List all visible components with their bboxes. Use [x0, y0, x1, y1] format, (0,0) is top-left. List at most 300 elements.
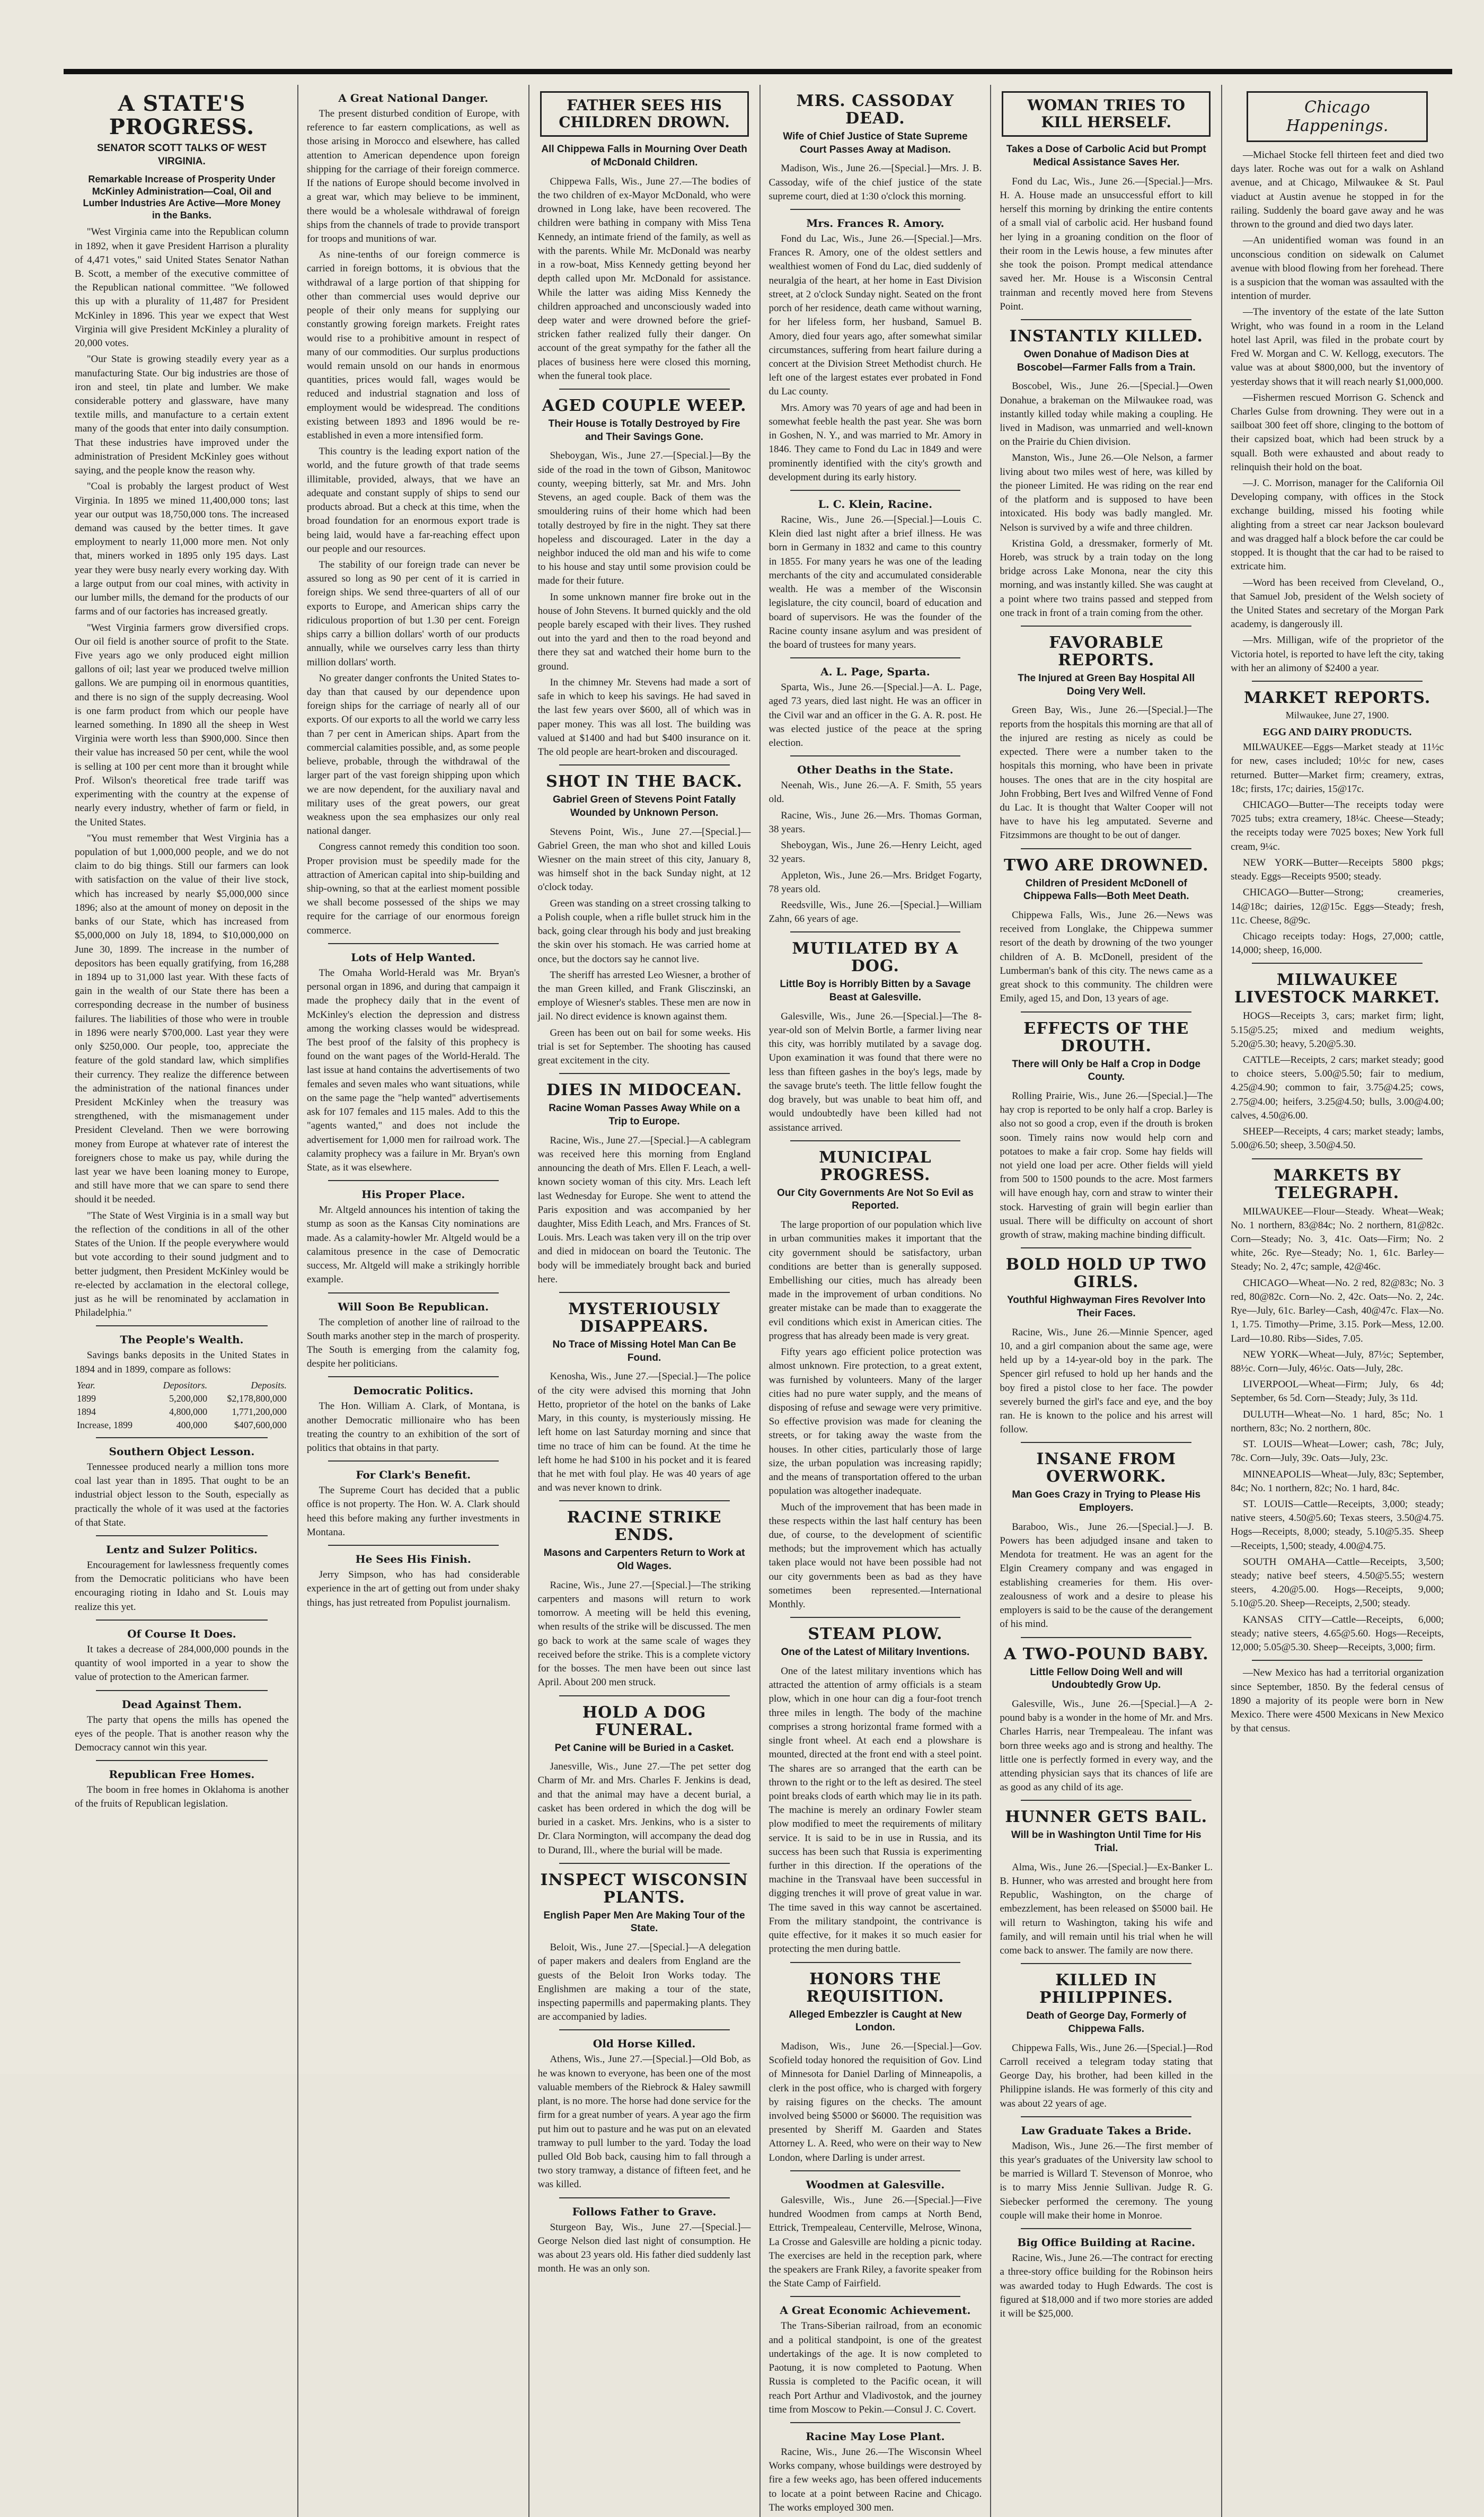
- article-divider: [559, 389, 730, 390]
- paragraph: The Omaha World-Herald was Mr. Bryan's personal organ in 1896, and during that campaign it made the prophecy daily that in the event of McKinley's election the depression and distress among the working classes would be widespread. The best proof of the falsity of this prophecy is found on the want pages of the World-Herald. The last issue at hand contains the advertisements of two females and seven males who want situations, while on the same page the "help wanted" advertisements ask for 107 females and 115 males. Add to this the "agents wanted," and does not include the advertisement for 1,000 men for railroad work. The calamity prophecy was a failure in Mr. Bryan's own State, as it was elsewhere.: [306, 967, 520, 1173]
- paragraph: Chippewa Falls, Wis., June 27.—The bodies of the two children of ex-Mayor McDonald, who were drowned in Long lake, have been recovered. The children were bathing in company with Miss Tena Kennedy, an intimate friend of the family, as well as with the parents. While Mr. McDonald was nearby in a row-boat, Miss Kennedy getting beyond her depth called upon Mr. McDonald for assistance. While the latter was aiding Miss Kennedy the children approached and unconsciously waded into deep water and were drowned before the grief-stricken father realized fully their danger. On account of the great sympathy for the father all the places of business here were closed this morning, when the funeral took place.: [537, 175, 751, 382]
- article: [1231, 1660, 1444, 1736]
- article-deck: One of the Latest of Military Inventions.: [781, 1647, 970, 1658]
- article: [538, 1863, 751, 2025]
- article-divider: [559, 1695, 730, 1696]
- paragraph: Racine, Wis., June 27.—[Special.]—A cablegram was received here this morning from England announcing the death of Mrs. Ellen F. Leach, a well-known society woman of this city. Mrs. Leach left last Wednesday for Europe. She went to attend the Paris exposition and was accompanied by her daughter, Miss Edith Leach, and Mrs. Frances of St. Louis. Mrs. Leach was taken very ill on the trip over and died in midocean on board the Teutonic. The body will be immediately brought back and buried here.: [537, 1134, 751, 1285]
- article-headline: Southern Object Lesson.: [109, 1445, 255, 1458]
- article: [769, 2170, 982, 2291]
- paragraph: Kenosha, Wis., June 27.—[Special.]—The police of the city were advised this morning that John Hetto, proprietor of the hotel on the banks of Lake Mary, in this county, is mysteriously missing. He left home on last Saturday morning and since that time no trace of him can be found. At the time he left home he had $100 in his pocket and it is feared that he met with foul play. He was 40 years of age and was never known to drink.: [537, 1371, 751, 1494]
- paragraph: In some unknown manner fire broke out in the house of John Stevens. It burned quickly and the old people barely escaped with their lives. They rushed out into the yard and then to the road beyond and there they sat and watched their home burn to the ground.: [537, 591, 751, 672]
- article-headline: RACINE STRIKE ENDS.: [567, 1508, 722, 1545]
- table-row: [75, 1419, 289, 1432]
- paragraph: Chippewa Falls, Wis., June 26.—News was received from Longlake, the Chippewa summer resort of the death by drowning of the two younger children of A. B. McDonell, president of the Lumberman's bank of this city. The news came as a great shock to this community. The children were Emily, aged 15, and Don, 13 years of age.: [1000, 909, 1213, 1005]
- article-divider: [1021, 1442, 1191, 1443]
- article: [538, 2029, 751, 2192]
- article-divider: [559, 1292, 730, 1293]
- paragraph: MILWAUKEE—Eggs—Market steady at 11½c for new, cases included; 10½c for new, cases returned. Butter—Market firm; creamery, extras, 18c; firsts, 17c; dairies, 15@17c.: [1231, 742, 1444, 795]
- article-divider: [1021, 2116, 1191, 2117]
- article-headline: MILWAUKEE LIVESTOCK MARKET.: [1234, 971, 1441, 1007]
- paragraph: HOGS—Receipts 3, cars; market firm; light, 5.15@5.25; mixed and medium weights, 5.20@5.30; heavy, 5.20@5.30.: [1231, 1010, 1444, 1050]
- paragraph: —Word has been received from Cleveland, O., that Samuel Job, president of the Welsh society of the United States and secretary of the Morgan Park academy, is dangerously ill.: [1231, 577, 1444, 630]
- article-divider: [790, 657, 961, 658]
- article-headline: A TWO-POUND BABY.: [1003, 1644, 1209, 1664]
- paragraph: Racine, Wis., June 26.—The contract for erecting a three-story office building for the Robinson heirs was awarded today to Hugh Edwards. The cost is figured at $18,000 and if two more stories are added it will be $25,000.: [1000, 2252, 1213, 2319]
- paragraph: Rolling Prairie, Wis., June 26.—[Special.]—The hay crop is reported to be only half a crop. Barley is also not so good a crop, even if the drouth is broken soon. Timely rains now would help corn and potatoes to make a fair crop. Some hay fields will not yield one load per acre. Other fields will yield from 500 to 1500 pounds to the acre. Most farmers will have enough hay, corn and straw to winter their stock. Harvesting of grain will begin earlier than usual. There will be difficulty on account of short growth of straw, making machine binding difficult.: [1000, 1090, 1213, 1241]
- article: [1000, 1963, 1213, 2110]
- paragraph: —J. C. Morrison, manager for the California Oil Developing company, with offices in the Stock exchange building, missed his footing while alighting from a street car near Jackson boulevard and was dragged half a block before the car could be stopped. It is thought that the car had to be raised to extricate him.: [1231, 478, 1444, 573]
- table-row: [75, 1405, 289, 1419]
- table-header: Deposits.: [251, 1379, 287, 1390]
- article-headline: He Sees His Finish.: [355, 1553, 471, 1566]
- article-headline: HONORS THE REQUISITION.: [806, 1969, 944, 2006]
- article-divider: [790, 209, 961, 210]
- article: [538, 1292, 751, 1495]
- article-headline: Racine May Lose Plant.: [806, 2430, 945, 2443]
- article-headline: Old Horse Killed.: [593, 2037, 696, 2050]
- article: [1000, 1637, 1213, 1795]
- article-headline: A Great Economic Achievement.: [780, 2304, 971, 2317]
- paragraph: Racine, Wis., June 26.—Minnie Spencer, aged 10, and a girl companion about the same age, were held up by a 14-year-old boy in the park. The Spencer girl refused to hold up her hands and the boy fired a pistol close to her face. The powder severely burned the girl's face and eye, and the boy ran. He is known to the police and his arrest will follow.: [1000, 1326, 1213, 1436]
- article-headline: Democratic Politics.: [353, 1384, 473, 1397]
- paragraph: In the chimney Mr. Stevens had made a sort of safe in which to keep his savings. He had saved in the last few years over $600, all of which was in paper money. This was all lost. The building was valued at $1400 and had but $400 insurance on it. The old people are heart-broken and discouraged.: [537, 676, 751, 758]
- paragraph: "Coal is probably the largest product of West Virginia. In 1895 we mined 11,400,000 tons; last year our output was 18,750,000 tons. The increased demand was caused by the better times. It gave employment to nearly 11,000 more men. Not only that, miners worked in 1895 only 195 days. Last year they were busy nearly every working day. With a large output from our coal mines, with activity in our lumber mills, the demand for the products of our farms and of our factories has increased greatly.: [75, 481, 289, 618]
- table-cell: Increase, 1899: [77, 1419, 132, 1430]
- article-headline: Woodmen at Galesville.: [806, 2178, 945, 2191]
- paragraph: Tennessee produced nearly a million tons more coal last year than in 1895. That ought to be an industrial object lesson to the South, especially as practically the whole of it was used at the factories of that State.: [75, 1461, 289, 1528]
- article-divider: [328, 1180, 499, 1181]
- paragraph: The sheriff has arrested Leo Wiesner, a brother of the man Green killed, and Frank Glisczinski, an employe of Wiesner's stables. These men are now in jail. No direct evidence is known against them.: [537, 969, 751, 1023]
- paragraph: Green has been out on bail for some weeks. His trial is set for September. The shooting has caused great excitement in the city.: [537, 1027, 751, 1067]
- article-headline: Other Deaths in the State.: [797, 763, 953, 777]
- article-divider: [790, 1962, 961, 1963]
- article-deck: Our City Governments Are Not So Evil as Reported.: [776, 1187, 974, 1212]
- article: [769, 1140, 982, 1612]
- article-headline: L. C. Klein, Racine.: [818, 497, 933, 511]
- article: [538, 2197, 751, 2276]
- article-deck: English Paper Men Are Making Tour of the State.: [543, 1909, 745, 1934]
- article-headline: Mrs. Frances R. Amory.: [806, 217, 944, 230]
- paragraph: Galesville, Wis., June 26.—[Special.]—Five hundred Woodmen from camps at North Bend, Ettrick, Trempealeau, Centerville, Melrose, Winona, La Crosse and Galesville are holding a picnic today. The exercises are held in the reception park, where the speakers are Frank Riley, a favorite speaker from the State Camp of Fairfield.: [768, 2194, 982, 2290]
- article: [769, 1617, 982, 1956]
- article-headline: Lentz and Sulzer Politics.: [106, 1543, 258, 1556]
- paragraph: Green was standing on a street crossing talking to a Polish couple, when a rifle bullet struck him in the back, going clear through his body and just breaking the skin over his stomach. He was carried home at once, but the doctors say he cannot live.: [537, 897, 751, 965]
- table-cell: 400,000: [176, 1419, 208, 1430]
- article: [307, 1376, 520, 1455]
- article: [1231, 681, 1444, 957]
- article-headline: A STATE'S PROGRESS.: [109, 91, 255, 139]
- paragraph: Mr. Altgeld announces his intention of taking the stump as soon as the Kansas City nominations are made. As a calamity-howler Mr. Altgeld would be a calamitous presence in the case of Democratic success, Mr. Altgeld will make a strikingly horrible example.: [306, 1204, 520, 1286]
- paragraph: Racine, Wis., June 26.—[Special.]—Louis C. Klein died last night after a brief illness. He was born in Germany in 1832 and came to this country in 1855. For many years he was one of the leading merchants of the city and accumulated considerable wealth. He was a member of the Wisconsin legislature, the city council, board of education and board of supervisors. He was the founder of the Racine county insane asylum and was president of the board of trustees for many years.: [768, 514, 982, 650]
- deposits-table: [75, 1379, 289, 1432]
- paragraph: The boom in free homes in Oklahoma is another of the fruits of Republican legislation.: [75, 1784, 289, 1810]
- dateline: Milwaukee, June 27, 1900.: [1285, 710, 1389, 721]
- paragraph: Fond du Lac, Wis., June 26.—[Special.]—Mrs. H. A. House made an unsuccessful effort to kill herself this morning by drinking the entire contents of a small vial of carbolic acid. Her husband found her lying in a groaning condition on the floor of their room in the Lewis house, a few minutes after she took the poison. Prompt medical attendance saved her. Mr. House is a Wisconsin Central trainman and recently moved here from Stevens Point.: [1000, 175, 1213, 312]
- article: [75, 92, 289, 1320]
- paragraph: —Mrs. Milligan, wife of the proprietor of the Victoria hotel, is reported to have left the city, taking with her an alimony of $2400 a year.: [1231, 635, 1444, 674]
- article-divider: [1021, 1800, 1191, 1801]
- paragraph: —An unidentified woman was found in an unconscious condition on sidewalk on Calumet avenue with blood flowing from her forehead. There is a suspicion that the woman was assaulted with the intention of murder.: [1231, 235, 1444, 302]
- paragraph: The present disturbed condition of Europe, with reference to far eastern complications, as well as those arising in Morocco and elsewhere, has called attention to American dependence upon foreign shipping for the carriage of their foreign commerce. If the nations of Europe should become involved in a great war, which may believe to be imminent, there would be a wholesale withdrawal of foreign ships from the channels of trade to provide transport for troops and munitions of war.: [306, 108, 520, 244]
- article: [1231, 963, 1444, 1152]
- paragraph: Sparta, Wis., June 26.—[Special.]—A. L. Page, aged 73 years, died last night. He was an officer in the Civil war and an officer in the G. A. R. post. He was elected justice of the peace at the spring election.: [768, 682, 982, 749]
- paragraph: Encouragement for lawlessness frequently comes from the Democratic politicians who have been encouraging rioting in Idaho and St. Louis may realize this yet.: [75, 1559, 289, 1613]
- article: [769, 490, 982, 652]
- column-3: [528, 85, 759, 2517]
- paragraph: —New Mexico has had a territorial organization since September, 1850. By the federal census of 1890 a majority of its people were born in New Mexico. There were 4500 Mexicans in New Mexico by that census.: [1231, 1667, 1444, 1735]
- paragraph: The large proportion of our population which live in urban communities makes it important that the city government should be satisfactory, urban conditions are better than is generally supposed. Embellishing our cities, much has already been made in the improvement of urban conditions. No greater mistake can be made than to exaggerate the evil conditions which exist in American cities. The progress that has already been made is very great.: [768, 1219, 982, 1342]
- article-headline: MUNICIPAL PROGRESS.: [819, 1148, 932, 1184]
- article: [769, 755, 982, 926]
- column-1: [66, 85, 297, 2517]
- paragraph: MILWAUKEE—Flour—Steady. Wheat—Weak; No. 1 northern, 83@84c; No. 2 northern, 81@82c. Corn—Steady; No. 3, 41c. Oats—Firm; No. 2 white, 26c. Rye—Steady; No. 1, 61c. Barley—Steady; No. 2, 47c; sample, 42@46c.: [1231, 1205, 1444, 1273]
- article-deck: There will Only be Half a Crop in Dodge County.: [1012, 1058, 1201, 1083]
- article-divider: [559, 1073, 730, 1074]
- paragraph: CATTLE—Receipts, 2 cars; market steady; good to choice steers, 5.00@5.50; fair to medium, 4.25@4.90; common to fair, 3.75@4.25; cows, 2.75@4.00; heifers, 3.25@4.50; bulls, 3.00@4.00; calves, 4.50@6.00.: [1231, 1054, 1444, 1121]
- paragraph: CHICAGO—Butter—The receipts today were 7025 tubs; extra creamery, 18¼c. Cheese—Steady; the receipts today were 7025 boxes; New York full cream, 9¼c.: [1231, 799, 1444, 852]
- article-deck: Man Goes Crazy in Trying to Please His Employers.: [1012, 1489, 1201, 1514]
- article: [75, 1760, 289, 1811]
- paragraph: Racine, Wis., June 26.—The Wisconsin Wheel Works company, whose buildings were destroyed by fire a few weeks ago, has been offered inducements to locate at a point between Racine and Chicago. The works employed 300 men.: [768, 2446, 982, 2513]
- article: [1000, 1800, 1213, 1958]
- paragraph: Fifty years ago efficient police protection was almost unknown. Fire protection, to a great extent, was furnished by volunteers. Many of the larger cities had no pure water supply, and the means of disposing of refuse and sewage were very primitive. So effective provision was made for cleaning the streets, or for taking away the waste from the houses. In other cities, particularly those of large size, the urban population was increasing rapidly; and the means of transportation offered to the urban population was altogether inadequate.: [768, 1346, 982, 1497]
- article: [769, 92, 982, 204]
- article: [75, 1620, 289, 1685]
- article-deck: Will be in Washington Until Time for His Trial.: [1011, 1829, 1202, 1854]
- article: [75, 1437, 289, 1530]
- article: [1000, 848, 1213, 1006]
- paragraph: The Hon. William A. Clark, of Montana, is another Democratic millionaire who has been treating the country to an exhibition of the sort of politics that obtains in that party.: [306, 1401, 520, 1454]
- article-divider: [96, 1437, 268, 1438]
- article-divider: [1021, 626, 1191, 627]
- article-divider: [1021, 1637, 1191, 1638]
- article-headline: Lots of Help Wanted.: [351, 951, 476, 964]
- article-deck: SENATOR SCOTT TALKS OF WEST VIRGINIA.: [97, 143, 267, 167]
- article-deck: Little Fellow Doing Well and will Undoubtedly Grow Up.: [1030, 1666, 1183, 1691]
- article-headline: For Clark's Benefit.: [356, 1468, 471, 1482]
- article: [1231, 91, 1444, 675]
- article-divider: [790, 2170, 961, 2171]
- article: [538, 764, 751, 1068]
- paragraph: Green Bay, Wis., June 26.—[Special.]—The reports from the hospitals this morning are that all of the injured are resting as nicely as could be expected. There were a number taken to the hospitals this morning, who have been in private houses. The ones that are in the city hospital are John Frobbing, Bert Ives and Wilfred Venne of Fond du Lac. It is thought that Walter Cooper will not have to have his leg amputated. Severne and Fitzsimmons are thought to be out of danger.: [1000, 705, 1213, 841]
- paragraph: The Supreme Court has decided that a public office is not property. The Hon. W. A. Clark should heed this before making any further investments in Montana.: [306, 1485, 520, 1538]
- article: [1000, 1011, 1213, 1243]
- paragraph: One of the latest military inventions which has attracted the attention of army officials is a steam plow, which in one hour can dig a four-foot trench three miles in length. The body of the machine comprises a strong horizontal frame formed with a single front wheel. At each end a plowshare is mounted, directed at the front end with a steel point. The shares are so arranged that the earth can be thrown to the right or to the left as desired. The steel point breaks clods of earth which may lie in its path. The machine is merely an ordinary Fowler steam plow modified to meet the requirements of military service. It is said to be in use in Russia, and its success has been such that Russia is experimenting further in this direction. If the operations of the machine in the Transvaal have been successful in digging trenches it will prove of great value in war. The time saved in this way cannot be ascertained. From the military standpoint, the contrivance is quite effective, for it makes it so much easier for protecting the men during battle.: [768, 1665, 982, 1955]
- article-headline: The People's Wealth.: [120, 1333, 244, 1346]
- article-deck: Children of President McDonell of Chippewa Falls—Both Meet Death.: [1023, 877, 1189, 902]
- paragraph: Madison, Wis., June 26.—[Special.]—Mrs. J. B. Cassoday, wife of the chief justice of the state supreme court, died at 1:30 o'clock this morning.: [768, 163, 982, 202]
- paragraph: KANSAS CITY—Cattle—Receipts, 6,000; steady; native steers, 4.65@5.60. Hogs—Receipts, 12,000; 5.05@5.30. Sheep—Receipts, 3,000; firm.: [1231, 1614, 1444, 1653]
- paragraph: Manston, Wis., June 26.—Ole Nelson, a farmer living about two miles west of here, was killed by the pioneer Limited. He was riding on the rear end of the platform and is supposed to have been intoxicated. His body was badly mangled. Mr. Nelson is survived by a wife and three children.: [1000, 452, 1213, 533]
- table-cell: $2,178,800,000: [227, 1393, 287, 1404]
- paragraph: This country is the leading export nation of the world, and the future growth of that trade seems illimitable, provided, always, that we have an adequate and constant supply of ships to send our products abroad. But a check at this time, when the broad foundation for an enormous export trade is being laid, would have a far-reaching effect upon our people and our resources.: [306, 446, 520, 555]
- article-deck: Wife of Chief Justice of State Supreme Court Passes Away at Madison.: [783, 131, 968, 155]
- article-divider: [790, 2296, 961, 2297]
- paragraph: Sturgeon Bay, Wis., June 27.—[Special.]—George Nelson died last night of consumption. He was about 23 years old. His father died suddenly last month. He was an only son.: [537, 2221, 751, 2275]
- table-header: Depositors.: [163, 1379, 208, 1390]
- paragraph: Stevens Point, Wis., June 27.—[Special.]—Gabriel Green, the man who shot and killed Louis Wiesner on the main street of this city, January 8, was himself shot in the back Sunday night, at 12 o'clock today.: [537, 826, 751, 893]
- paragraph: Mrs. Amory was 70 years of age and had been in somewhat feeble health the past year. She was born in Goshen, N. Y., and was married to Mr. Amory in 1846. They came to Fond du Lac in 1849 and were prominently identified with the city's growth and development during its early history.: [768, 402, 982, 483]
- article-headline: Big Office Building at Racine.: [1017, 2236, 1196, 2249]
- paragraph: Racine, Wis., June 26.—Mrs. Thomas Gorman, 38 years.: [768, 809, 982, 835]
- article: [307, 1180, 520, 1287]
- paragraph: "The State of West Virginia is in a small way but the reflection of the conditions in all of the other States of the Union. If the people everywhere would but vote according to their sound judgment and to better judgment, then President McKinley would be re-elected by acclamation in the electoral college, just as he will be renominated by acclamation in Philadelphia.": [75, 1210, 289, 1319]
- table-header: Year.: [77, 1379, 95, 1390]
- paragraph: NEW YORK—Butter—Receipts 5800 pkgs; steady. Eggs—Receipts 9500; steady.: [1231, 857, 1444, 883]
- table-cell: $407,600,000: [234, 1419, 287, 1430]
- article-headline: Will Soon Be Republican.: [338, 1300, 489, 1313]
- article-divider: [790, 755, 961, 756]
- article-divider: [96, 1325, 268, 1326]
- article-headline: INSANE FROM OVERWORK.: [1036, 1450, 1177, 1486]
- paragraph: Boscobel, Wis., June 26.—[Special.]—Owen Donahue, a brakeman on the Milwaukee road, was instantly killed today while making a coupling. He lived in Madison, was unmarried and well-known on the Prairie du Chien division.: [1000, 381, 1213, 448]
- article-divider: [328, 1460, 499, 1462]
- article-divider: [790, 490, 961, 491]
- masthead-rule: [64, 69, 1452, 74]
- article: [307, 1545, 520, 1610]
- article-headline: A. L. Page, Sparta.: [820, 665, 930, 679]
- article: [769, 931, 982, 1134]
- table-row: [75, 1392, 289, 1405]
- paragraph: Chicago receipts today: Hogs, 27,000; cattle, 14,000; sheep, 16,000.: [1231, 930, 1444, 956]
- paragraph: Galesville, Wis., June 26.—[Special.]—A 2-pound baby is a wonder in the home of Mr. and Mrs. Charles Harris, near Trempealeau. The infant was born three weeks ago and is strong and healthy. The little one is perfectly formed in every way, and the attending physician says that its chances of life are as good as any child of its age.: [1000, 1698, 1213, 1793]
- article-headline: HUNNER GETS BAIL.: [1005, 1808, 1208, 1827]
- paragraph: "You must remember that West Virginia has a population of but 1,000,000 people, and we do not claim to do big things. Still our farmers can look with satisfaction on the value of their live stock, which has increased by nearly $5,000,000 since 1896; also at the amount of money on deposit in the banks of our State, which has increased from $5,000,000 on July 18, 1894, to $10,000,000 on June 30, 1899. The increase in the number of depositors has been equally gratifying, from 16,288 in 1894 up to 31,000 last year. With these facts of gain in the wealth of our State there has been a corresponding decrease in the number of business failures. The liabilities of those who were in trouble in 1896 were nearly $700,000. Last year they were only $250,000. Our people, too, appreciate the feature of the gold standard law, which simplifies their currency. They realize the difference between the administration of the national finances under President McKinley when the treasury was strengthened, with the mismanagement under President Cleveland. Then we were borrowing money from Europe at whatever rate of interest the foreigners chose to make us pay, while during the last year we have been loaning money to Europe, and still have more that we can spare to send there should it be needed.: [75, 832, 289, 1205]
- article-deck: Little Boy is Horribly Bitten by a Savage Beast at Galesville.: [780, 979, 971, 1004]
- article-divider: [1252, 681, 1423, 682]
- paragraph: Savings banks deposits in the United States in 1894 and in 1899, compare as follows:: [75, 1350, 289, 1375]
- article-divider: [1021, 1011, 1191, 1013]
- article-divider: [790, 931, 961, 932]
- article-headline: FATHER SEES HIS CHILDREN DROWN.: [540, 91, 749, 137]
- paragraph: Kristina Gold, a dressmaker, formerly of Mt. Horeb, was struck by a train today on the long bridge across Lake Monona, near the city this morning, and was instantly killed. She was caught at a point where two trains passed and stepped from one track in front of a train coming from the other.: [1000, 538, 1213, 619]
- article-headline: A Great National Danger.: [338, 92, 489, 104]
- article-deck: The Injured at Green Bay Hospital All Doing Very Well.: [1018, 673, 1195, 697]
- article-deck: Takes a Dose of Carbolic Acid but Prompt Medical Assistance Saves Her.: [1006, 144, 1206, 169]
- article-divider: [96, 1760, 268, 1761]
- paragraph: No greater danger confronts the United States to-day than that caused by our dependence upon foreign ships for the carriage of nearly all of our exports. Of our exports to all the world we carry less than 7 per cent in American ships. Apart from the commercial calamities possible, and, as some people believe, probable, through the withdrawal of the larger part of the vast foreign shipping upon which we are now dependent, for the auxiliary naval and military uses of the great powers, our great weakness upon the sea emphasizes our only real national danger.: [306, 672, 520, 837]
- paragraph: Chippewa Falls, Wis., June 26.—[Special.]—Rod Carroll received a telegram today stating that George Day, his brother, had been killed in the Philippine islands. He was formerly of this city and was about 22 years of age.: [1000, 2042, 1213, 2109]
- article-headline: Chicago Happenings.: [1247, 91, 1428, 142]
- article-divider: [1252, 1660, 1423, 1661]
- article-deck: Racine Woman Passes Away While on a Trip to Europe.: [549, 1103, 740, 1127]
- article-headline: FAVORABLE REPORTS.: [1049, 633, 1164, 670]
- paragraph: It takes a decrease of 284,000,000 pounds in the quantity of wool imported in a year to show the value of protection to the American farmer.: [75, 1643, 289, 1683]
- paragraph: SHEEP—Receipts, 4 cars; market steady; lambs, 5.00@6.50; sheep, 3.50@4.50.: [1231, 1126, 1444, 1151]
- table-cell: 1,771,200,000: [232, 1406, 287, 1417]
- article-divider: [559, 1500, 730, 1501]
- paragraph: "West Virginia came into the Republican column in 1892, when it gave President Harrison a plurality of 4,471 votes," said United States Senator Nathan B. Scott, a member of the executive committee of the Republican national committee. "We followed this up with a plurality of 11,487 for President McKinley in 1896. This year we expect that West Virginia will give President McKinley a plurality of 20,000 votes.: [75, 226, 289, 349]
- article-deck: Masons and Carpenters Return to Work at Old Wages.: [543, 1547, 745, 1572]
- column-2: [297, 85, 528, 2517]
- article-headline: INSTANTLY KILLED.: [1009, 327, 1203, 346]
- article: [75, 1535, 289, 1614]
- article-divider: [559, 2197, 730, 2198]
- paragraph: Racine, Wis., June 27.—[Special.]—The striking carpenters and masons will return to work tomorrow. A meeting will be held this evening, when results of the strike will be discussed. The men go back to work at the same scale of wages they received before the strike. This is a complete victory for the bosses. The men have been out since last April. About 200 men struck.: [537, 1579, 751, 1688]
- article-headline: MARKET REPORTS.: [1243, 689, 1431, 708]
- article: [1000, 626, 1213, 843]
- column-4: [759, 85, 991, 2517]
- paragraph: DULUTH—Wheat—No. 1 hard, 85c; No. 1 northern, 83c; No. 2 northern, 80c.: [1231, 1409, 1444, 1434]
- article-headline: Dead Against Them.: [121, 1697, 242, 1711]
- paragraph: The Trans-Siberian railroad, from an economic and a political standpoint, is one of the greatest undertakings of the age. It is now completed to Paotung, it is now completed to Paotung. When Russia is completed to the Pacific ocean, it will reach Port Arthur and Vladivostok, and the journey time from Moscow to Pekin.—Consul J. C. Covert.: [768, 2320, 982, 2415]
- paragraph: Sheboygan, Wis., June 26.—Henry Leicht, aged 32 years.: [768, 840, 982, 865]
- paragraph: CHICAGO—Butter—Strong; creameries, 14@18c; dairies, 12@15c. Eggs—Steady; fresh, 11c. Cheese, 8@9c.: [1231, 887, 1444, 926]
- column-6: [1221, 85, 1452, 2517]
- table-cell: 1894: [77, 1406, 96, 1417]
- article-divider: [328, 943, 499, 944]
- paragraph: Sheboygan, Wis., June 27.—[Special.]—By the side of the road in the town of Gibson, Manitowoc county, weeping bitterly, sat Mr. and Mrs. John Stevens, an aged couple. Back of them was the smouldering ruins of their home which had been totally destroyed by fire in the night. They sat there hopeless and discouraged. Later in the day a neighbor induced the old man and his wife to come to his house and stay until some provision could be made for their future.: [537, 450, 751, 587]
- article: [1000, 319, 1213, 620]
- article-divider: [96, 1535, 268, 1536]
- table-cell: 1899: [77, 1393, 96, 1404]
- article-headline: BOLD HOLD UP TWO GIRLS.: [1005, 1255, 1207, 1292]
- article: [75, 1690, 289, 1755]
- section-subhead: EGG AND DAIRY PRODUCTS.: [1262, 726, 1412, 738]
- article: [75, 1325, 289, 1431]
- article-divider: [328, 1376, 499, 1377]
- article: [769, 657, 982, 750]
- article: [307, 1460, 520, 1539]
- article-deck: Their House is Totally Destroyed by Fire and Their Savings Gone.: [548, 418, 740, 443]
- article: [769, 1962, 982, 2165]
- article-headline: Follows Father to Grave.: [572, 2205, 717, 2218]
- article: [307, 943, 520, 1175]
- article-deck: Pet Canine will be Buried in a Casket.: [554, 1742, 734, 1754]
- article-divider: [790, 2422, 961, 2423]
- paragraph: Beloit, Wis., June 27.—[Special.]—A delegation of paper makers and dealers from England are the guests of the Beloit Iron Works today. The Englishmen are making a tour of the state, inspecting papermills and papermaking plants. They are accompanied by ladies.: [537, 1942, 751, 2023]
- paragraph: Much of the improvement that has been made in these respects within the last half century has been due, of course, to the development of scientific methods; but the improvement which has actually taken place would not have been possible had not our city governments been as bad as they have sometimes been represented.—International Monthly.: [768, 1501, 982, 1610]
- article-headline: EFFECTS OF THE DROUTH.: [1023, 1019, 1189, 1055]
- paragraph: Janesville, Wis., June 27.—The pet setter dog Charm of Mr. and Mrs. Charles F. Jenkins is dead, and that the animal may have a decent burial, a casket has been ordered in which the dog will be buried in a casket. Mrs. Jenkins, who is a sister to Dr. Clara Normington, will accompany the dead dog to Durand, Ill., where the burial will be made.: [537, 1761, 751, 1856]
- paragraph: ST. LOUIS—Wheat—Lower; cash, 78c; July, 78c. Corn—July, 39c. Oats—July, 23c.: [1231, 1439, 1444, 1464]
- paragraph: Baraboo, Wis., June 26.—[Special.]—J. B. Powers has been adjudged insane and taken to Mendota for treatment. He was an agent for the Elgin Creamery company and was engaged in establishing creameries for them. His over-zealousness of work and a desire to please his employers is said to be the cause of the derangement of his mind.: [1000, 1521, 1213, 1630]
- article-divider: [790, 1617, 961, 1618]
- article-divider: [1021, 848, 1191, 849]
- article-divider: [96, 1690, 268, 1691]
- paragraph: CHICAGO—Wheat—No. 2 red, 82@83c; No. 3 red, 80@82c. Corn—No. 2, 42c. Oats—No. 2, 24c. Rye—July, 61c. Barley—Cash, 40@47c. Flax—No. 1, 1.75. Timothy—Prime, 3.15. Pork—Mess, 12.00. Lard—10.80. Ribs—Sides, 7.05.: [1231, 1277, 1444, 1344]
- article-divider: [328, 1292, 499, 1293]
- article: [769, 2422, 982, 2515]
- column-5: [990, 85, 1221, 2517]
- article: [1000, 2228, 1213, 2321]
- article: [1000, 91, 1213, 314]
- paragraph: MINNEAPOLIS—Wheat—July, 83c; September, 84c; No. 1 northern, 82c; No. 1 hard, 84c.: [1231, 1468, 1444, 1494]
- article: [538, 1073, 751, 1287]
- article-headline: STEAM PLOW.: [808, 1625, 943, 1644]
- paragraph: —Fishermen rescued Morrison G. Schenck and Charles Gulse from drowning. They were out in a sailboat 300 feet off shore, clinging to the bottom of their capsized boat, which had been struck by a squall. Both were exhausted and about ready to relinquish their hold on the boat.: [1231, 392, 1444, 473]
- paragraph: "Our State is growing steadily every year as a manufacturing State. Our big industries are those of iron and steel, tin plate and lumber. We make considerable pottery and glassware, have many textile mills, and manufacture to a certain extent many of the goods that enter into daily consumption. That these industries have improved under the administration of President McKinley goes without saying, and the people know the reason why.: [75, 354, 289, 477]
- article-headline: SHOT IN THE BACK.: [546, 772, 743, 791]
- article-divider: [1021, 319, 1191, 320]
- article-deck: Owen Donahue of Madison Dies at Boscobel—Farmer Falls from a Train.: [1017, 348, 1196, 373]
- article-headline: Republican Free Homes.: [109, 1768, 255, 1781]
- article-headline: HOLD A DOG FUNERAL.: [582, 1703, 706, 1739]
- article-headline: KILLED IN PHILIPPINES.: [1039, 1971, 1173, 2008]
- article-headline: DIES IN MIDOCEAN.: [546, 1081, 743, 1100]
- paragraph: The completion of another line of railroad to the South marks another step in the march of prosperity. The South is emerging from the calamity fog, despite her politicians.: [306, 1316, 520, 1370]
- article-divider: [1021, 2228, 1191, 2229]
- columns-grid: [66, 85, 1452, 2513]
- article-divider: [1021, 1963, 1191, 1964]
- paragraph: The stability of our foreign trade can never be assured so long as 90 per cent of it is carried in foreign ships. We send three-quarters of all of our exports to Europe, and American ships carry the ridiculous proportion of but 1.30 per cent. Foreign ships carry a billion dollars' worth of our products annually, while we ourselves carry less than thirty million dollars' worth.: [306, 559, 520, 668]
- article-divider: [559, 764, 730, 765]
- table-cell: 5,200,000: [169, 1393, 208, 1404]
- article-headline: MYSTERIOUSLY DISAPPEARS.: [568, 1300, 721, 1336]
- table-cell: 4,800,000: [169, 1406, 208, 1417]
- paragraph: Congress cannot remedy this condition too soon. Proper provision must be speedily made for the attraction of American capital into ship-building and ship-owning, so that at the earliest moment possible we shall become possessed of the ships we may require for the carriage of our enormous foreign commerce.: [306, 841, 520, 936]
- article-headline: WOMAN TRIES TO KILL HERSELF.: [1002, 91, 1211, 137]
- article: [769, 209, 982, 485]
- article: [307, 1292, 520, 1371]
- article-headline: Of Course It Does.: [127, 1627, 236, 1640]
- article-divider: [790, 1140, 961, 1141]
- article-divider: [96, 1620, 268, 1621]
- article: [307, 92, 520, 938]
- article-headline: Law Graduate Takes a Bride.: [1021, 2124, 1192, 2137]
- article-deck: Alleged Embezzler is Caught at New London.: [789, 2009, 962, 2034]
- article: [1000, 2116, 1213, 2223]
- article-divider: [328, 1545, 499, 1546]
- paragraph: —Michael Stocke fell thirteen feet and died two days later. Roche was out for a walk on Ashland avenue, and at Chicago, Milwaukee & St. Paul viaduct at Austin avenue he stopped in for the railing. Suddenly the board gave away and he was thrown to the ground and died two days later.: [1231, 149, 1444, 231]
- article: [538, 1695, 751, 1858]
- article-deck: Youthful Highwayman Fires Revolver Into Their Faces.: [1007, 1295, 1206, 1319]
- article-headline: MRS. CASSODAY DEAD.: [796, 92, 955, 128]
- article-divider: [1021, 1247, 1191, 1248]
- paragraph: Madison, Wis., June 26.—The first member of this year's graduates of the University law school to be married is Willard T. Stevenson of Monroe, who is to marry Miss Jennie Sullivan. Judge R. G. Siebecker performed the ceremony. The young couple will make their home in Monroe.: [1000, 2140, 1213, 2221]
- paragraph: SOUTH OMAHA—Cattle—Receipts, 3,500; steady; native beef steers, 4.50@5.55; western steers, 4.20@5.00. Hogs—Receipts, 9,000; 5.10@5.20. Sheep—Receipts, 2,500; steady.: [1231, 1556, 1444, 1609]
- article: [1000, 1247, 1213, 1437]
- article: [769, 2296, 982, 2417]
- paragraph: Neenah, Wis., June 26.—A. F. Smith, 55 years old.: [768, 780, 982, 805]
- paragraph: LIVERPOOL—Wheat—Firm; July, 6s 4d; September, 6s 5d. Corn—Steady; July, 3s 11d.: [1231, 1379, 1444, 1404]
- paragraph: Galesville, Wis., June 26.—[Special.]—The 8-year-old son of Melvin Bortle, a farmer living near this city, was horribly mutilated by a savage dog. Upon examination it was found that there were no less than fifteen gashes in the boy's legs, made by the savage brute's teeth. The little fellow fought the dog bravely, but was unable to beat him off, and would undoubtedly have been killed had not assistance arrived.: [768, 1010, 982, 1133]
- article-subdeck: Remarkable Increase of Prosperity Under McKinley Administration—Coal, Oil and Lumber Industries Are Active—More Money in the Banks.: [83, 174, 281, 221]
- article-divider: [559, 2029, 730, 2030]
- paragraph: Appleton, Wis., June 26.—Mrs. Bridget Fogarty, 78 years old.: [768, 869, 982, 895]
- paragraph: Athens, Wis., June 27.—[Special.]—Old Bob, as he was known to everyone, has been one of the most valuable members of the Riebrock & Haley sawmill plant, is no more. The horse had done service for the firm for a great number of years. A year ago the firm put him out to pasture and he was put on an elevated tramway to pull lumber to the yard. Today the load pulled Old Bob back, causing him to fall through a two story tramway, a distance of fifteen feet, and he was killed.: [537, 2054, 751, 2190]
- article-divider: [1252, 963, 1423, 964]
- article-divider: [1252, 1158, 1423, 1159]
- paragraph: As nine-tenths of our foreign commerce is carried in foreign bottoms, it is obvious that the withdrawal of a large portion of that shipping for other than commercial uses would deprive our people of their only means for supplying our constantly growing foreign markets. Freight rates would rise to a prohibitive amount in respect of many of our commodities. Our surplus productions would remain unsold on our hands in enormous quantities, prices would fall, wages would be reduced and industrial stagnation and loss of employment would be widespread. The conditions existing between 1893 and 1896 would be re-established in even a more intensified form.: [306, 249, 520, 442]
- article-headline: TWO ARE DROWNED.: [1003, 856, 1209, 875]
- article-headline: His Proper Place.: [361, 1188, 465, 1201]
- article: [1000, 1442, 1213, 1631]
- article-deck: Death of George Day, Formerly of Chippewa Falls.: [1026, 2010, 1187, 2035]
- article-headline: MARKETS BY TELEGRAPH.: [1273, 1166, 1401, 1202]
- article-deck: All Chippewa Falls in Mourning Over Death of McDonald Children.: [541, 144, 747, 169]
- paragraph: Madison, Wis., June 26.—[Special.]—Gov. Scofield today honored the requisition of Gov. Lind of Minnesota for Daniel Darling of Minneapolis, a clerk in the post office, who is charged with forgery by raising figures on the checks. The amount involved being $5000 or $6000. The requisition was presented by Sheriff M. Gaarden and States Attorney L. A. Reed, who were on their way to New London, where Darling is under arrest.: [768, 2040, 982, 2163]
- article-headline: MUTILATED BY A DOG.: [792, 939, 959, 976]
- article-deck: No Trace of Missing Hotel Man Can Be Found.: [552, 1339, 736, 1363]
- paragraph: Jerry Simpson, who has had considerable experience in the art of getting out from under shaky things, has just retreated from Populist journalism.: [306, 1569, 520, 1608]
- paragraph: The party that opens the mills has opened the eyes of the people. That is another reason why the Democracy cannot win this year.: [75, 1714, 289, 1753]
- paragraph: Fond du Lac, Wis., June 26.—[Special.]—Mrs. Frances R. Amory, one of the oldest settlers and wealthiest women of Fond du Lac, died suddenly of neuralgia of the heart, at her home in East Division street, at 2 o'clock Sunday night. Seated on the front porch of her residence, death came without warning, for her lifeless form, her husband, Samuel B. Amory, died four years ago, after somewhat similar circumstances, suffering from heart failure during a concert at the Division Street Methodist church. He left one of the largest estates ever probated in Fond du Lac county.: [768, 233, 982, 398]
- paragraph: Reedsville, Wis., June 26.—[Special.]—William Zahn, 66 years of age.: [768, 900, 982, 925]
- article: [1231, 1158, 1444, 1655]
- article-headline: INSPECT WISCONSIN PLANTS.: [540, 1870, 748, 1907]
- paragraph: "West Virginia farmers grow diversified crops. Our oil field is another source of profit to the State. Five years ago we only produced eight million gallons of oil; last year we produced twelve million gallons. We are pumping oil in enormous quantities, and there is no sign of the supply decreasing. Wool is one farm product from which our people have learned something. In 1890 all the sheep in West Virginia were worth less than $900,000. Since then their value has increased 50 per cent, while the wool is selling at 100 per cent more than it brought while Prof. Wilson's theoretical free trade tariff was experimenting with the country at the expense of nearly every industry, whether of farm or field, in the United States.: [75, 622, 289, 828]
- article: [538, 91, 751, 383]
- article-headline: AGED COUPLE WEEP.: [542, 397, 747, 416]
- article: [538, 389, 751, 759]
- article: [538, 1500, 751, 1689]
- paragraph: ST. LOUIS—Cattle—Receipts, 3,000; steady; native steers, 4.50@5.60; Texas steers, 3.50@4.75. Hogs—Receipts, 8,000; steady, 5.10@5.35. Sheep—Receipts, 1,500; steady, 4.00@4.75.: [1231, 1498, 1444, 1552]
- paragraph: —The inventory of the estate of the late Sutton Wright, who was found in a room in the Leland hotel last April, was filed in the probate court by Fred W. Morgan and C. W. Kellogg, executors. The value was at about $800,000, but the inventory of yesterday shows that it will reach nearly $1,000,000.: [1231, 306, 1444, 388]
- article-deck: Gabriel Green of Stevens Point Fatally Wounded by Unknown Person.: [552, 794, 736, 819]
- paragraph: NEW YORK—Wheat—July, 87½c; September, 88½c. Corn—July, 46½c. Oats—July, 28c.: [1231, 1349, 1444, 1374]
- article-divider: [559, 1863, 730, 1864]
